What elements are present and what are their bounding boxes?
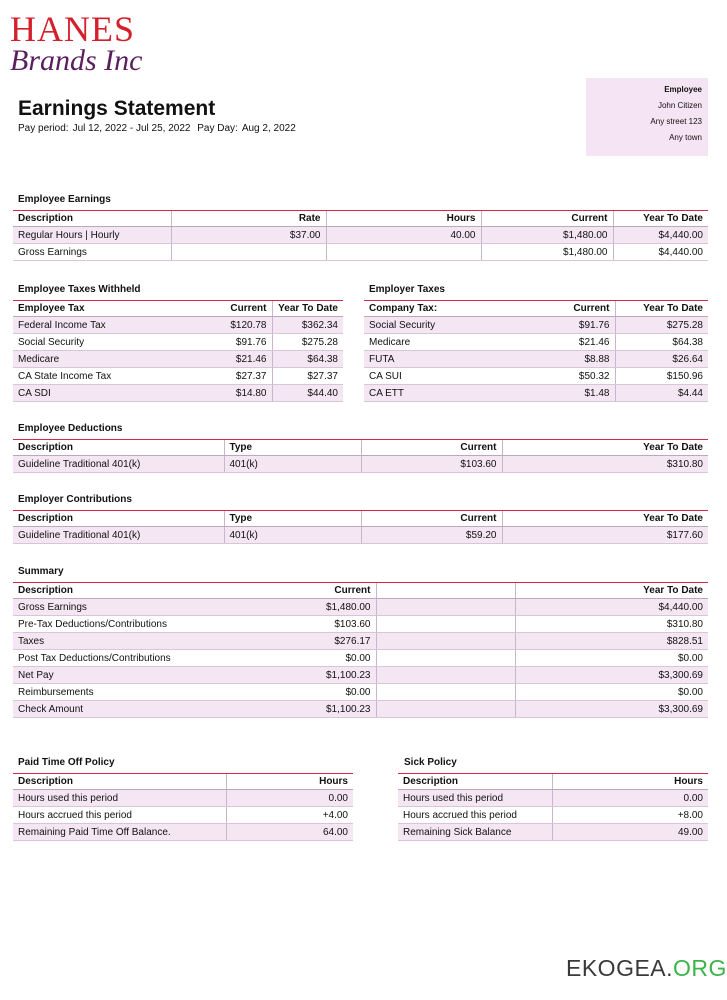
table-cell: Regular Hours | Hourly [13, 227, 171, 244]
earnings-col-ytd: Year To Date [613, 211, 708, 227]
table-cell: $64.38 [272, 351, 343, 368]
employee-taxes-table [13, 300, 343, 402]
table-cell: $21.46 [171, 351, 272, 368]
table-row [13, 807, 353, 824]
table-cell: $4,440.00 [613, 244, 708, 261]
deductions-col-current: Current [361, 440, 502, 456]
table-row [13, 599, 708, 616]
table-cell: Pre-Tax Deductions/Contributions [13, 616, 224, 633]
table-row [13, 790, 353, 807]
table-cell: FUTA [364, 351, 514, 368]
pay-period-label: Pay period: [18, 123, 69, 134]
employee-name: John Citizen [657, 101, 702, 110]
table-cell: $103.60 [361, 456, 502, 473]
table-row [398, 790, 708, 807]
table-cell: Check Amount [13, 701, 224, 718]
employee-street: Any street 123 [650, 117, 702, 126]
table-cell: $0.00 [515, 650, 708, 667]
table-row [398, 824, 708, 841]
contributions-col-current: Current [361, 511, 502, 527]
table-cell: 64.00 [226, 824, 353, 841]
sick-table [398, 773, 708, 841]
table-cell: Hours used this period [398, 790, 552, 807]
deductions-col-type: Type [224, 440, 361, 456]
employer-tax-col-ytd: Year To Date [615, 301, 708, 317]
employer-contributions-table [13, 510, 708, 544]
table-cell: $310.80 [515, 616, 708, 633]
table-cell: $3,300.69 [515, 701, 708, 718]
table-cell: $1,100.23 [224, 667, 376, 684]
table-cell: CA SUI [364, 368, 514, 385]
table-cell: Net Pay [13, 667, 224, 684]
table-row [364, 351, 708, 368]
watermark [566, 955, 727, 982]
table-cell: Gross Earnings [13, 599, 224, 616]
table-cell: $103.60 [224, 616, 376, 633]
employee-tax-col-ytd: Year To Date [272, 301, 343, 317]
table-cell: Hours used this period [13, 790, 226, 807]
earnings-col-rate: Rate [171, 211, 326, 227]
table-row [364, 368, 708, 385]
table-cell: Post Tax Deductions/Contributions [13, 650, 224, 667]
table-cell: CA ETT [364, 385, 514, 402]
table-cell: $362.34 [272, 317, 343, 334]
table-cell [171, 244, 326, 261]
table-row [13, 650, 708, 667]
table-cell: Remaining Paid Time Off Balance. [13, 824, 226, 841]
table-cell: 401(k) [224, 456, 361, 473]
table-cell: $120.78 [171, 317, 272, 334]
pto-table [13, 773, 353, 841]
table-cell: CA State Income Tax [13, 368, 171, 385]
earnings-table [13, 210, 708, 261]
table-cell: Social Security [13, 334, 171, 351]
table-cell: $276.17 [224, 633, 376, 650]
table-row [364, 317, 708, 334]
table-cell: Federal Income Tax [13, 317, 171, 334]
table-cell: $50.32 [514, 368, 615, 385]
earnings-col-current: Current [481, 211, 613, 227]
logo-brands-text: Brands Inc [10, 44, 143, 77]
table-cell: $27.37 [272, 368, 343, 385]
employee-heading: Employee [664, 85, 702, 94]
table-cell: $4,440.00 [515, 599, 708, 616]
summary-col-spacer [376, 583, 515, 599]
summary-col-current: Current [224, 583, 376, 599]
pay-period-line [18, 123, 300, 134]
table-cell: $0.00 [224, 650, 376, 667]
table-row [13, 368, 343, 385]
table-cell: $59.20 [361, 527, 502, 544]
employer-taxes-title: Employer Taxes [369, 284, 445, 295]
table-cell [376, 667, 515, 684]
table-cell: $1,100.23 [224, 701, 376, 718]
company-logo [10, 9, 180, 77]
table-cell [376, 684, 515, 701]
sick-col-hours: Hours [552, 774, 708, 790]
table-row [13, 527, 708, 544]
table-row [364, 385, 708, 402]
pay-period-value: Jul 12, 2022 - Jul 25, 2022 [72, 123, 191, 134]
table-cell [376, 599, 515, 616]
employee-town: Any town [669, 133, 702, 142]
table-cell: $1,480.00 [481, 244, 613, 261]
watermark-main: EKOGEA. [566, 955, 674, 981]
employer-contributions-title: Employer Contributions [18, 494, 132, 505]
table-cell: $275.28 [615, 317, 708, 334]
earnings-col-hours: Hours [326, 211, 481, 227]
table-row [13, 456, 708, 473]
table-cell: 401(k) [224, 527, 361, 544]
table-cell: $91.76 [514, 317, 615, 334]
table-cell: $310.80 [502, 456, 708, 473]
table-cell: Taxes [13, 633, 224, 650]
table-cell: $1,480.00 [224, 599, 376, 616]
watermark-suffix: ORG [673, 955, 727, 981]
table-cell [376, 701, 515, 718]
table-cell: CA SDI [13, 385, 171, 402]
table-row [13, 667, 708, 684]
table-row [13, 227, 708, 244]
table-row [13, 701, 708, 718]
table-cell: Guideline Traditional 401(k) [13, 527, 224, 544]
table-row [364, 334, 708, 351]
table-cell: $4.44 [615, 385, 708, 402]
table-cell: $3,300.69 [515, 667, 708, 684]
earnings-col-description: Description [13, 211, 171, 227]
table-cell: $21.46 [514, 334, 615, 351]
table-row [13, 317, 343, 334]
table-cell: $0.00 [224, 684, 376, 701]
table-row [13, 334, 343, 351]
employee-deductions-table [13, 439, 708, 473]
deductions-col-description: Description [13, 440, 224, 456]
sick-col-description: Description [398, 774, 552, 790]
table-row [13, 684, 708, 701]
table-cell: $44.40 [272, 385, 343, 402]
table-cell: $4,440.00 [613, 227, 708, 244]
table-cell: $91.76 [171, 334, 272, 351]
table-cell: $828.51 [515, 633, 708, 650]
table-cell: $14.80 [171, 385, 272, 402]
contributions-col-ytd: Year To Date [502, 511, 708, 527]
table-cell: 0.00 [226, 790, 353, 807]
summary-title: Summary [18, 566, 64, 577]
table-cell: $26.64 [615, 351, 708, 368]
pay-day-label: Pay Day: [197, 123, 238, 134]
table-cell [376, 650, 515, 667]
table-cell [376, 633, 515, 650]
table-cell: $0.00 [515, 684, 708, 701]
pto-col-description: Description [13, 774, 226, 790]
table-cell: $8.88 [514, 351, 615, 368]
employer-taxes-table [364, 300, 708, 402]
table-row [13, 633, 708, 650]
employer-tax-col-name: Company Tax: [364, 301, 514, 317]
table-cell [326, 244, 481, 261]
table-row [13, 244, 708, 261]
table-cell: 40.00 [326, 227, 481, 244]
employee-deductions-title: Employee Deductions [18, 423, 123, 434]
pto-col-hours: Hours [226, 774, 353, 790]
deductions-col-ytd: Year To Date [502, 440, 708, 456]
table-cell: 0.00 [552, 790, 708, 807]
employee-taxes-title: Employee Taxes Withheld [18, 284, 141, 295]
table-cell: Medicare [13, 351, 171, 368]
table-row [398, 807, 708, 824]
employer-tax-col-current: Current [514, 301, 615, 317]
table-cell: $64.38 [615, 334, 708, 351]
table-cell: Medicare [364, 334, 514, 351]
summary-col-ytd: Year To Date [515, 583, 708, 599]
employee-info-box [586, 78, 708, 156]
table-row [13, 824, 353, 841]
contributions-col-type: Type [224, 511, 361, 527]
table-cell: $1,480.00 [481, 227, 613, 244]
page-title: Earnings Statement [18, 97, 216, 120]
table-cell: 49.00 [552, 824, 708, 841]
table-cell: $150.96 [615, 368, 708, 385]
table-cell: Reimbursements [13, 684, 224, 701]
table-cell: $275.28 [272, 334, 343, 351]
table-cell: $177.60 [502, 527, 708, 544]
table-cell: Gross Earnings [13, 244, 171, 261]
table-cell: Social Security [364, 317, 514, 334]
sick-title: Sick Policy [404, 757, 457, 768]
summary-table [13, 582, 708, 718]
employee-tax-col-current: Current [171, 301, 272, 317]
pto-title: Paid Time Off Policy [18, 757, 115, 768]
contributions-col-description: Description [13, 511, 224, 527]
table-row [13, 616, 708, 633]
logo-hanes-text: HANES [10, 9, 136, 49]
summary-col-description: Description [13, 583, 224, 599]
table-cell: Hours accrued this period [13, 807, 226, 824]
table-row [13, 351, 343, 368]
table-cell: +8.00 [552, 807, 708, 824]
employee-tax-col-name: Employee Tax [13, 301, 171, 317]
table-cell: Remaining Sick Balance [398, 824, 552, 841]
table-cell: Guideline Traditional 401(k) [13, 456, 224, 473]
pay-day-value: Aug 2, 2022 [241, 123, 296, 134]
table-row [13, 385, 343, 402]
table-cell: $27.37 [171, 368, 272, 385]
table-cell: +4.00 [226, 807, 353, 824]
earnings-title: Employee Earnings [18, 194, 111, 205]
table-cell: $1.48 [514, 385, 615, 402]
table-cell: Hours accrued this period [398, 807, 552, 824]
table-cell: $37.00 [171, 227, 326, 244]
table-cell [376, 616, 515, 633]
